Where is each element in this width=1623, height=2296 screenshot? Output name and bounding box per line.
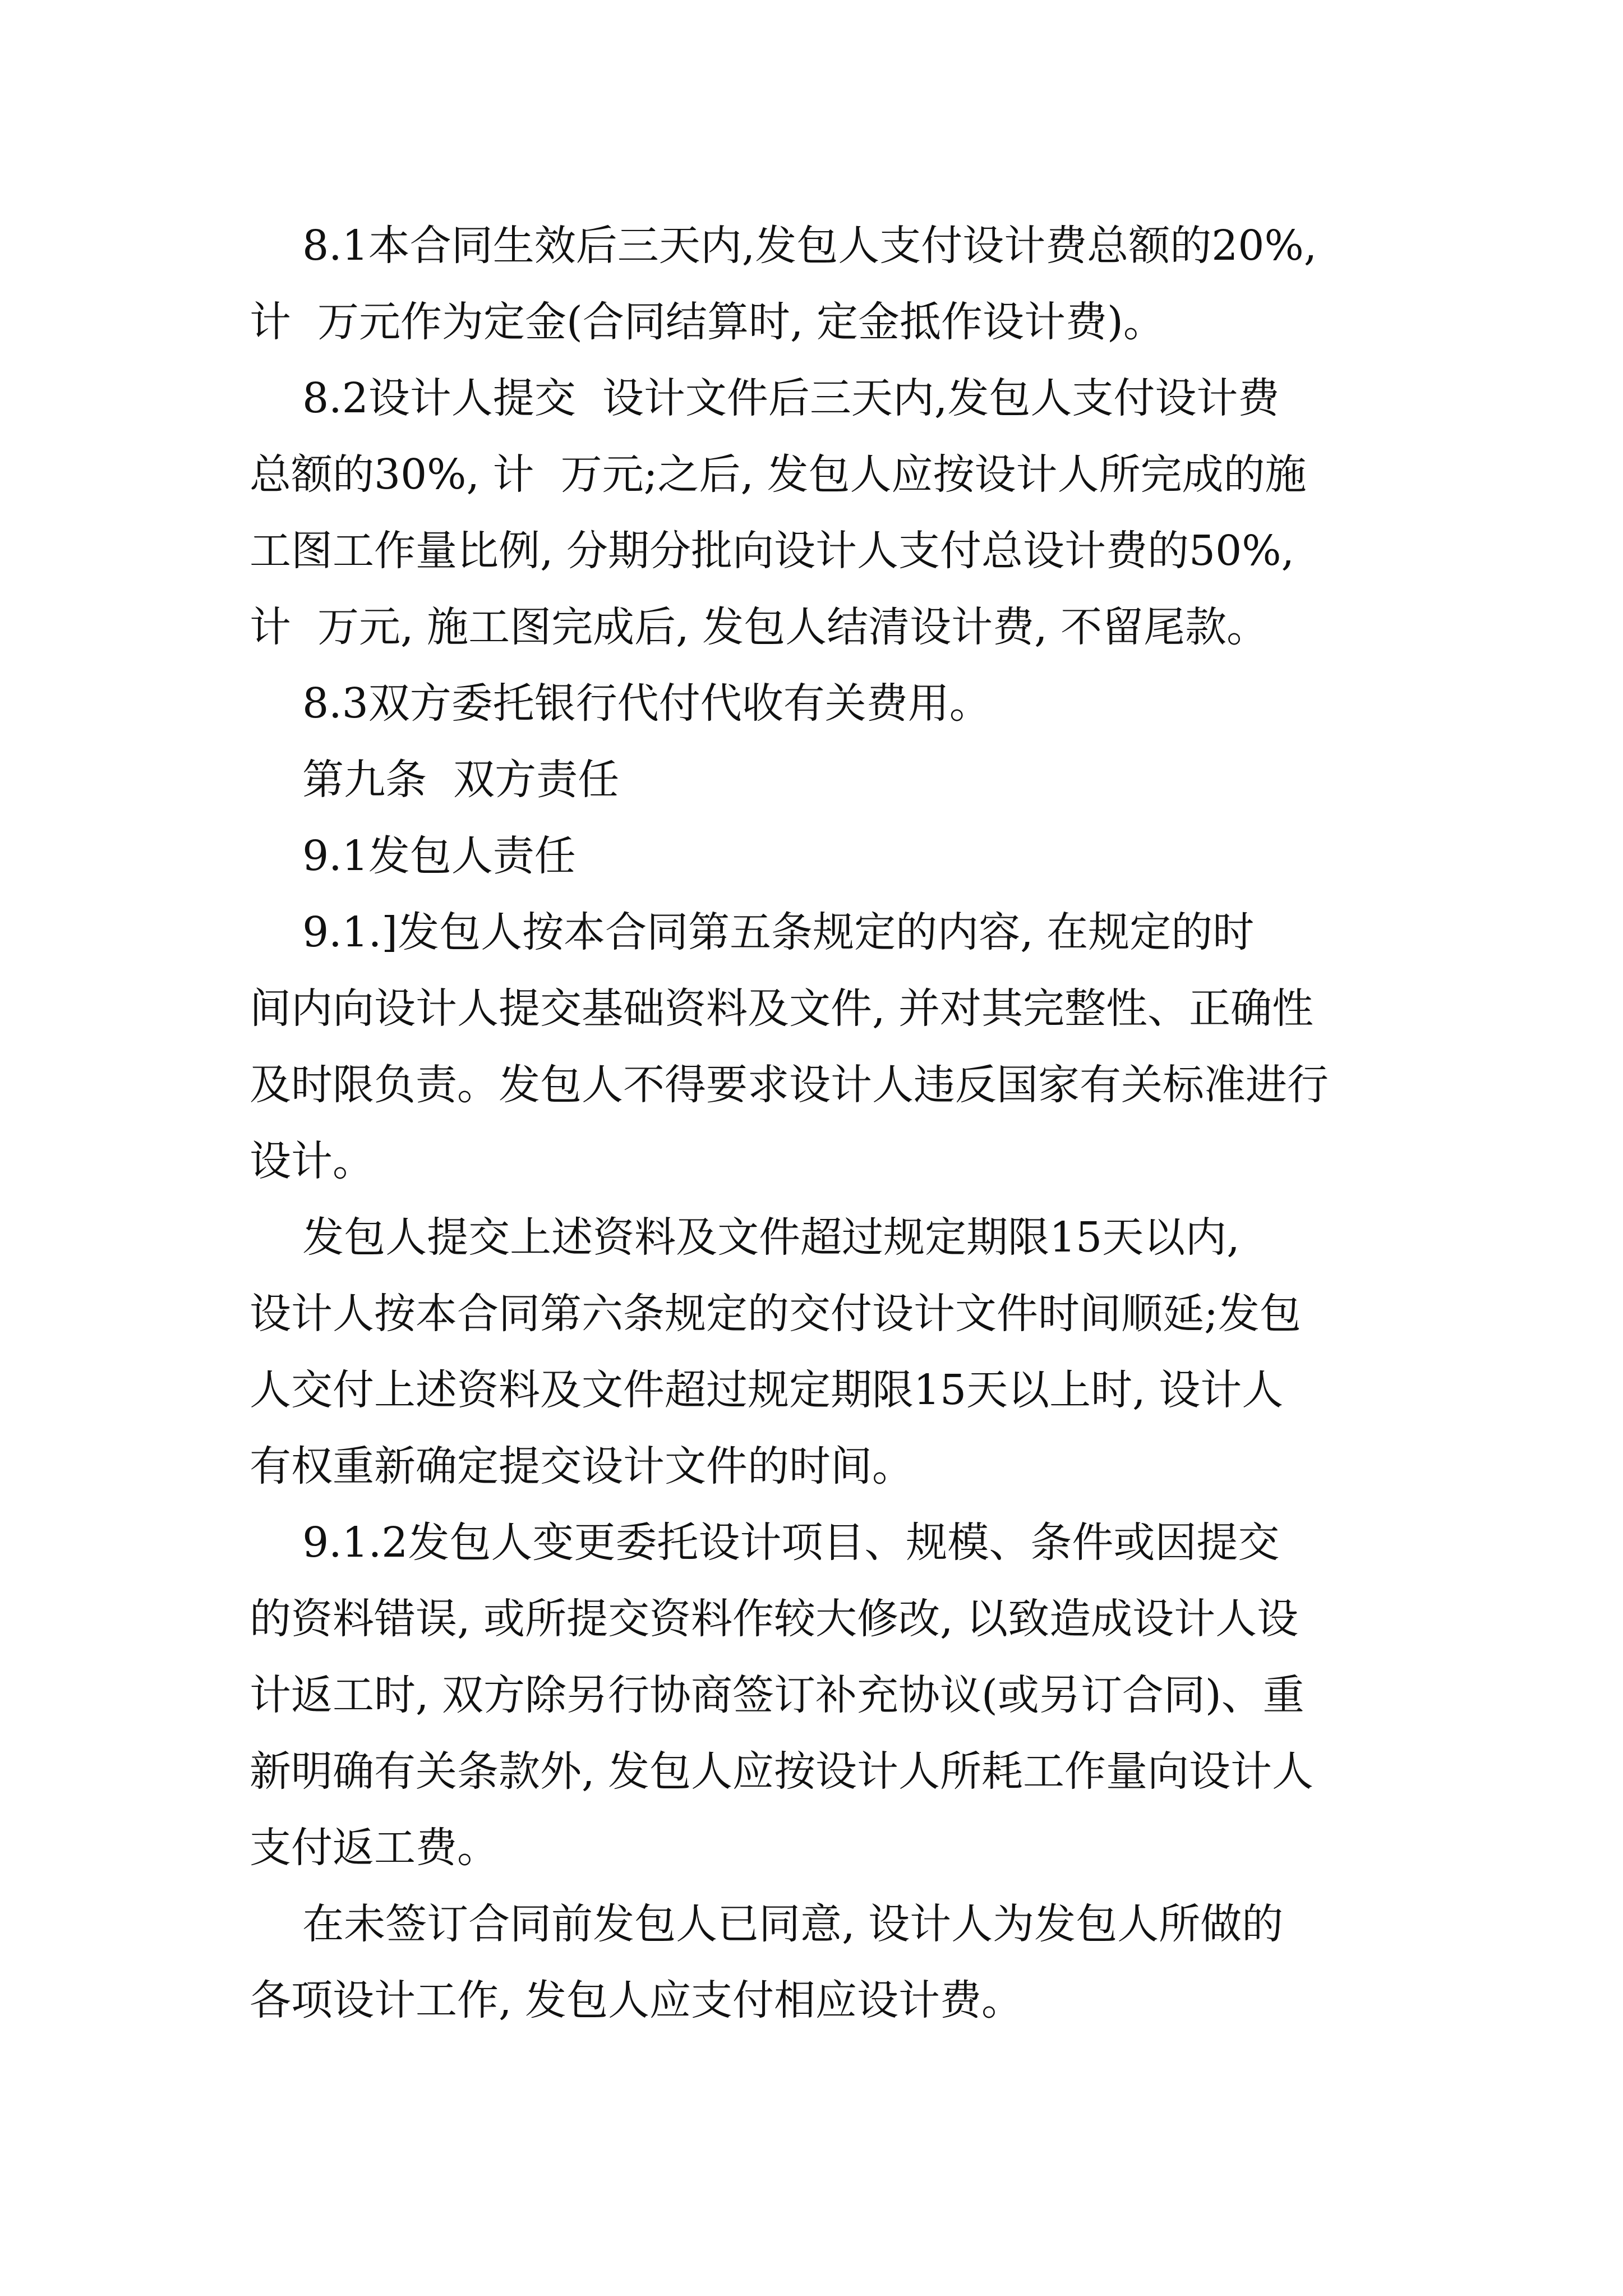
text-line: 的资料错误, 或所提交资料作较大修改, 以致造成设计人设 (250, 1595, 1299, 1643)
text-line: 有权重新确定提交设计文件的时间。 (250, 1442, 914, 1490)
text-line: 人交付上述资料及文件超过规定期限15天以上时, 设计人 (250, 1366, 1284, 1414)
text-line: 计 万元, 施工图完成后, 发包人结清设计费, 不留尾款。 (250, 603, 1269, 651)
contract-text-body (250, 208, 1382, 2039)
text-line: 新明确有关条款外, 发包人应按设计人所耗工作量向设计人 (250, 1747, 1314, 1796)
text-line: 设计人按本合同第六条规定的交付设计文件时间顺延;发包 (250, 1290, 1301, 1338)
text-line: 8.1本合同生效后三天内,发包人支付设计费总额的20%, (250, 222, 1317, 270)
text-line: 计 万元作为定金(合同结算时, 定金抵作设计费)。 (250, 298, 1165, 346)
text-line: 计返工时, 双方除另行协商签订补充协议(或另订合同)、重 (250, 1671, 1304, 1719)
text-line: 在未签订合同前发包人已同意, 设计人为发包人所做的 (250, 1900, 1284, 1948)
text-line: 间内向设计人提交基础资料及文件, 并对其完整性、正确性 (250, 984, 1314, 1033)
text-line: 支付返工费。 (250, 1824, 499, 1872)
section-heading: 第九条 双方责任 (250, 756, 620, 804)
text-line: 发包人提交上述资料及文件超过规定期限15天以内, (250, 1213, 1240, 1262)
text-line: 及时限负责。发包人不得要求设计人违反国家有关标准进行 (250, 1061, 1329, 1109)
text-line: 设计。 (250, 1137, 374, 1185)
text-line: 工图工作量比例, 分期分批向设计人支付总设计费的50%, (250, 527, 1295, 575)
text-line: 9.1.]发包人按本合同第五条规定的内容, 在规定的时 (250, 908, 1255, 956)
subsection-heading: 9.1发包人责任 (250, 832, 576, 880)
text-line: 各项设计工作, 发包人应支付相应设计费。 (250, 1976, 1023, 2024)
text-line: 总额的30%, 计 万元;之后, 发包人应按设计人所完成的施 (250, 450, 1307, 499)
text-line: 8.3双方委托银行代付代收有关费用。 (250, 679, 991, 728)
text-line: 9.1.2发包人变更委托设计项目、规模、条件或因提交 (250, 1519, 1280, 1567)
text-line: 8.2设计人提交 设计文件后三天内,发包人支付设计费 (250, 374, 1280, 422)
